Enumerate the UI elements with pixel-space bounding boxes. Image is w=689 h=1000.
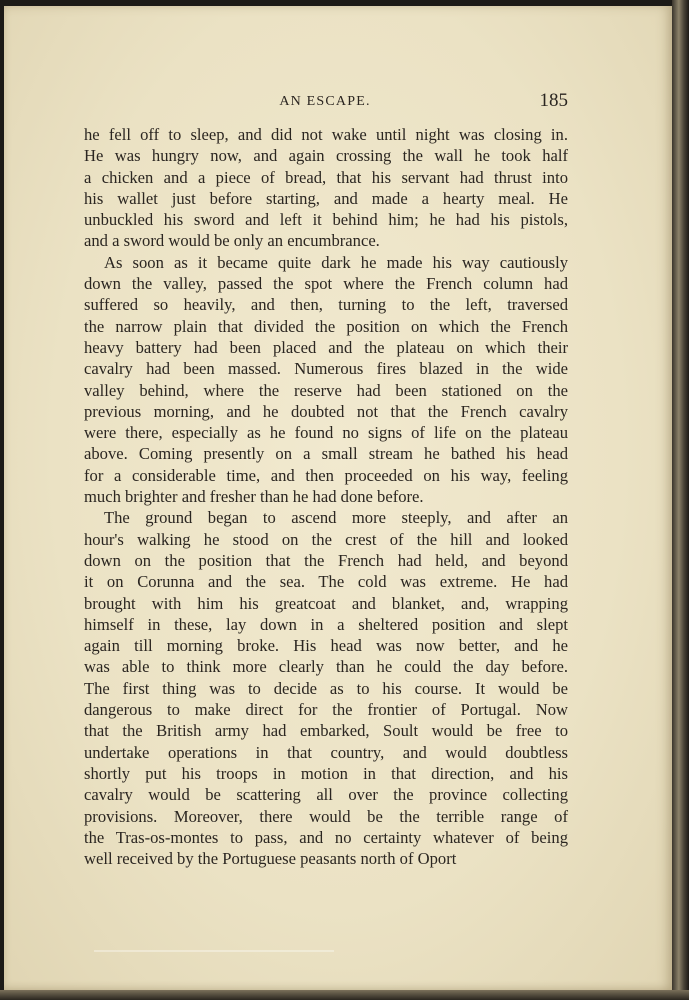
text-line: suffered so heavily, and then, turning to the left, traversed (84, 295, 568, 315)
body-text (84, 124, 568, 869)
text-line: much brighter and fresher than he had done before. (84, 487, 424, 507)
page-number: 185 (539, 90, 568, 111)
text-line: his wallet just before starting, and made a hearty meal. He (84, 188, 568, 208)
text-line: provisions. Moreover, there would be the terrible range of (84, 806, 568, 826)
text-line: heavy battery had been placed and the plateau on which their (84, 337, 568, 357)
text-line: were there, especially as he found no signs of life on the plateau (84, 423, 568, 443)
text-line: well received by the Portuguese peasants north of Oport (84, 849, 457, 869)
text-line: He was hungry now, and again crossing the wall he took half (84, 146, 568, 166)
text-line: dangerous to make direct for the frontier of Portugal. Now (84, 700, 568, 720)
running-head: AN ESCAPE. (279, 94, 371, 109)
text-line: again till morning broke. His head was now better, and he (84, 636, 568, 656)
text-line: undertake operations in that country, and would doubtless (84, 742, 568, 762)
text-line: above. Coming presently on a small stream he bathed his head (84, 444, 568, 464)
text-line: cavalry would be scattering all over the province collecting (84, 785, 568, 805)
text-line: was able to think more clearly than he could the day before. (84, 657, 568, 677)
page-edge (672, 0, 689, 1000)
text-line: hour's walking he stood on the crest of the hill and looked (84, 529, 568, 549)
text-line: previous morning, and he doubted not that the French cavalry (84, 401, 568, 421)
text-line: cavalry had been massed. Numerous fires blazed in the wide (84, 359, 568, 379)
text-line: himself in these, lay down in a sheltered position and slept (84, 614, 568, 634)
text-line: The first thing was to decide as to his course. It would be (84, 678, 568, 698)
text-line: a chicken and a piece of bread, that his servant had thrust into (84, 167, 568, 187)
book-page (4, 6, 672, 992)
text-line: the narrow plain that divided the position on which the French (84, 316, 568, 336)
text-line: for a considerable time, and then proceeded on his way, feeling (84, 465, 568, 485)
text-line: brought with him his greatcoat and blanket, and, wrapping (84, 593, 568, 613)
text-line: down the valley, passed the spot where the French column had (84, 274, 568, 294)
page-header (82, 90, 568, 114)
text-line: shortly put his troops in motion in that direction, and his (84, 763, 568, 783)
text-line: it on Corunna and the sea. The cold was extreme. He had (84, 572, 568, 592)
bottom-edge (0, 990, 689, 1000)
text-line: valley behind, where the reserve had been stationed on the (84, 380, 568, 400)
paper-stain (94, 950, 334, 952)
paragraph-first-line: The ground began to ascend more steeply, and after an (104, 508, 568, 528)
text-line: the Tras-os-montes to pass, and no certainty whatever of being (84, 827, 568, 847)
text-line: and a sword would be only an encumbrance. (84, 231, 380, 251)
paragraph-first-line: As soon as it became quite dark he made his way cautiously (104, 252, 568, 272)
text-line: he fell off to sleep, and did not wake until night was closing in. (84, 125, 568, 144)
text-line: down on the position that the French had held, and beyond (84, 550, 568, 570)
text-line: that the British army had embarked, Soult would be free to (84, 721, 568, 741)
text-line: unbuckled his sword and left it behind him; he had his pistols, (84, 210, 568, 230)
